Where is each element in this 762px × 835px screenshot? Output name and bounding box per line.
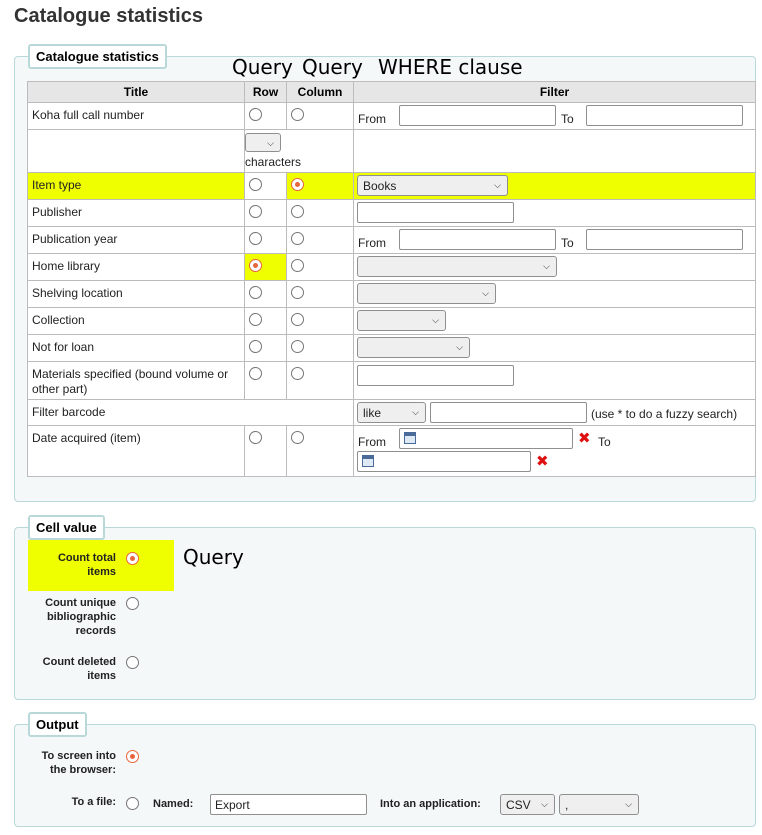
shelving-select[interactable] (357, 283, 496, 304)
table-row (28, 426, 756, 477)
row-title-homelib: Home library (28, 254, 245, 281)
count-total-label: Count total items (57, 552, 116, 578)
row-title-materials: Materials specified (bound volume or other part) (28, 362, 245, 400)
row-radio-acquired[interactable] (249, 431, 262, 444)
header-column: Column (287, 82, 354, 103)
callnumber-from-input[interactable] (399, 105, 556, 126)
row-radio-publisher[interactable] (249, 205, 262, 218)
count-unique-radio[interactable] (126, 597, 139, 610)
table-row (28, 103, 756, 130)
publisher-input[interactable] (357, 202, 514, 223)
output-legend: Output (28, 712, 87, 737)
table-row (28, 130, 756, 173)
table-row (28, 400, 756, 426)
notforloan-select[interactable] (357, 337, 470, 358)
row-title-publisher: Publisher (28, 200, 245, 227)
count-deleted-label: Count deleted items (42, 656, 116, 682)
pubyear-from-input[interactable] (399, 229, 556, 250)
row-title-collection: Collection (28, 308, 245, 335)
row-radio-homelib[interactable] (249, 259, 262, 272)
row-radio-notforloan[interactable] (249, 340, 262, 353)
table-header-row (28, 82, 756, 103)
catalogue-statistics-legend: Catalogue statistics (28, 44, 167, 69)
into-app-label: Into an application: (380, 798, 481, 810)
to-label: To (561, 236, 574, 250)
table-row (28, 254, 756, 281)
chevron-down-icon: ⌵ (543, 261, 550, 271)
chevron-down-icon: ⌵ (625, 799, 632, 809)
chevron-down-icon: ⌵ (541, 799, 548, 809)
to-label: To (561, 112, 574, 126)
clear-from-date-icon[interactable]: ✖ (578, 430, 591, 447)
annotation-query-2: Query (302, 55, 363, 79)
cell-value-legend: Cell value (28, 515, 105, 540)
named-label: Named: (153, 798, 194, 810)
chevron-down-icon: ⌵ (482, 288, 489, 298)
page-title: Catalogue statistics (14, 5, 203, 27)
table-row (28, 335, 756, 362)
calendar-icon[interactable] (404, 432, 416, 444)
table-row (28, 308, 756, 335)
column-radio-acquired[interactable] (291, 431, 304, 444)
column-radio-publisher[interactable] (291, 205, 304, 218)
chevron-down-icon: ⌵ (267, 138, 274, 148)
row-radio-callnumber[interactable] (249, 108, 262, 121)
row-radio-itemtype[interactable] (249, 178, 262, 191)
row-radio-materials[interactable] (249, 367, 262, 380)
row-radio-pubyear[interactable] (249, 232, 262, 245)
annotation-where-clause: WHERE clause (378, 55, 523, 79)
count-total-radio[interactable] (126, 552, 139, 565)
table-row (28, 281, 756, 308)
barcode-operator-value: like (363, 406, 382, 420)
chevron-down-icon: ⌵ (456, 342, 463, 352)
separator-select[interactable] (559, 794, 639, 815)
chevron-down-icon: ⌵ (412, 407, 419, 417)
count-unique-label: Count unique bibliographic records (45, 597, 116, 637)
annotation-query-1: Query (232, 55, 293, 79)
clear-to-date-icon[interactable]: ✖ (536, 453, 549, 470)
table-row (28, 227, 756, 254)
barcode-hint: (use * to do a fuzzy search) (591, 407, 738, 421)
header-filter: Filter (354, 82, 756, 103)
output-fieldset (14, 724, 756, 827)
column-radio-pubyear[interactable] (291, 232, 304, 245)
column-radio-notforloan[interactable] (291, 340, 304, 353)
from-label: From (358, 435, 386, 449)
table-row (28, 200, 756, 227)
pubyear-to-input[interactable] (586, 229, 743, 250)
callnumber-length-select[interactable] (245, 133, 281, 152)
from-label: From (358, 112, 386, 126)
count-deleted-radio[interactable] (126, 656, 139, 669)
row-title-notforloan: Not for loan (28, 335, 245, 362)
chevron-down-icon: ⌵ (494, 180, 501, 190)
table-row (28, 362, 756, 400)
callnumber-to-input[interactable] (586, 105, 743, 126)
to-screen-radio[interactable] (126, 750, 139, 763)
format-value: CSV (506, 798, 531, 812)
header-title: Title (28, 82, 245, 103)
barcode-input[interactable] (430, 402, 587, 423)
column-radio-itemtype[interactable] (291, 178, 304, 191)
collection-select[interactable] (357, 310, 446, 331)
separator-value: , (565, 798, 569, 812)
column-radio-shelving[interactable] (291, 286, 304, 299)
row-title-callnumber: Koha full call number (28, 103, 245, 130)
to-label: To (598, 435, 611, 449)
header-row: Row (245, 82, 287, 103)
statistics-table (27, 81, 756, 477)
table-row (28, 173, 756, 200)
acquired-from-input[interactable] (399, 428, 573, 449)
acquired-to-input[interactable] (357, 451, 531, 472)
to-screen-label: To screen into the browser: (41, 750, 116, 776)
to-file-label: To a file: (71, 796, 116, 808)
filename-input[interactable]: Export (210, 794, 367, 815)
from-label: From (358, 236, 386, 250)
row-title-pubyear: Publication year (28, 227, 245, 254)
itemtype-select[interactable] (357, 175, 508, 196)
calendar-icon[interactable] (362, 455, 374, 467)
row-title-itemtype: Item type (28, 173, 245, 200)
characters-label: characters (245, 155, 302, 169)
row-radio-collection[interactable] (249, 313, 262, 326)
column-radio-materials[interactable] (291, 367, 304, 380)
itemtype-selected-value: Books (363, 179, 397, 193)
row-title-barcode: Filter barcode (28, 400, 354, 426)
row-radio-shelving[interactable] (249, 286, 262, 299)
to-file-radio[interactable] (126, 797, 139, 810)
column-radio-callnumber[interactable] (291, 108, 304, 121)
row-title-shelving: Shelving location (28, 281, 245, 308)
row-title-acquired: Date acquired (item) (28, 426, 245, 477)
column-radio-collection[interactable] (291, 313, 304, 326)
chevron-down-icon: ⌵ (432, 315, 439, 325)
annotation-query-cell: Query (183, 545, 244, 569)
format-select[interactable] (500, 794, 555, 815)
homelib-select[interactable] (357, 256, 557, 277)
barcode-operator-select[interactable] (357, 402, 426, 423)
column-radio-homelib[interactable] (291, 259, 304, 272)
materials-input[interactable] (357, 365, 514, 386)
